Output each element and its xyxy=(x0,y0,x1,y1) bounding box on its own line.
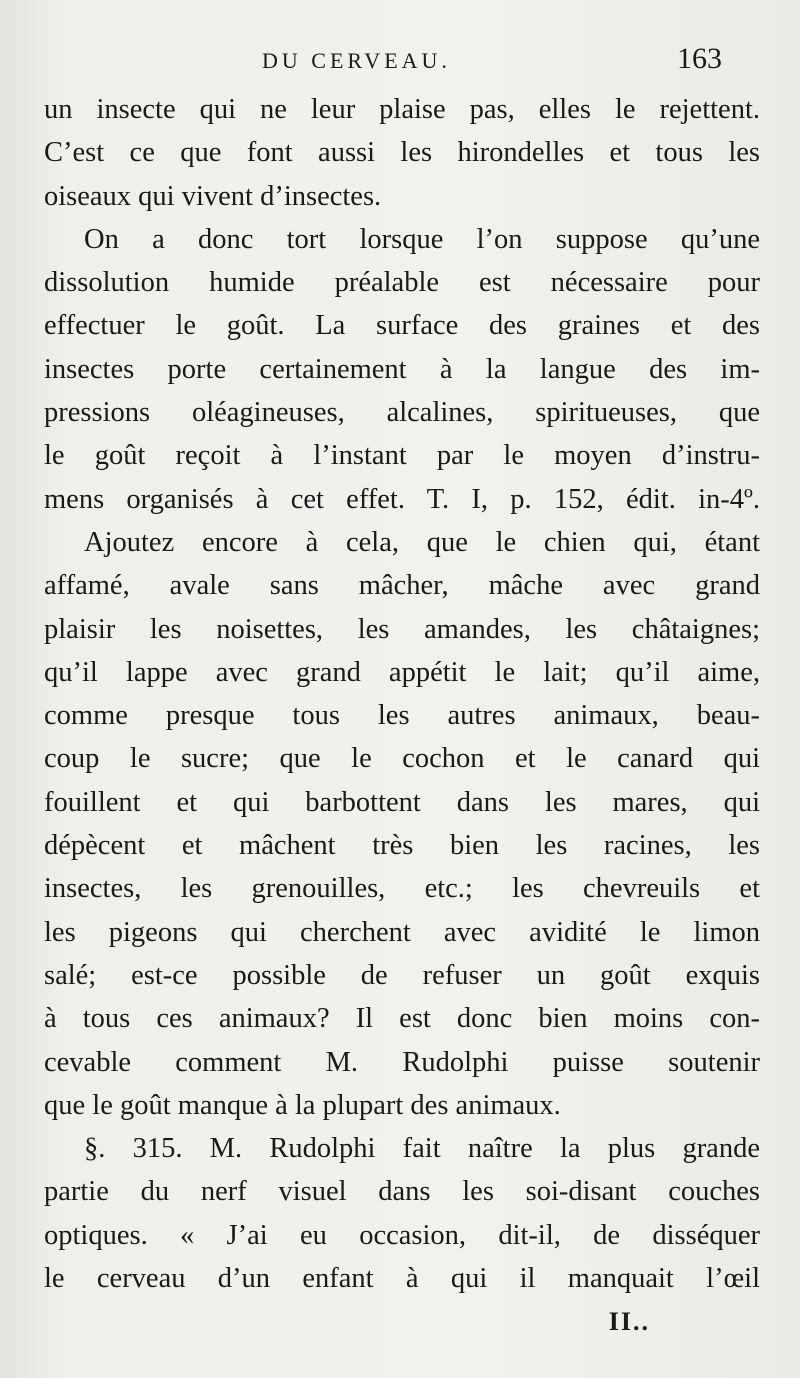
text-line: insectes porte certainement à la langue des im- xyxy=(44,353,760,385)
text-line: dissolution humide préalable est nécessaire pour xyxy=(44,267,760,299)
text-line: un insecte qui ne leur plaise pas, elles le rejettent. xyxy=(44,94,760,125)
paragraph-start-line: Ajoutez encore à cela, que le chien qui, étant xyxy=(84,526,760,558)
text-line: salé; est-ce possible de refuser un goût exquis xyxy=(44,959,760,991)
text-line: partie du nerf visuel dans les soi-disant couches xyxy=(44,1176,760,1208)
text-line: cevable comment M. Rudolphi puisse soutenir xyxy=(44,1046,760,1078)
text-line: C’est ce que font aussi les hirondelles et tous les xyxy=(44,137,760,169)
text-line: fouillent et qui barbottent dans les mares, qui xyxy=(44,786,760,818)
text-line: qu’il lappe avec grand appétit le lait; qu’il aime, xyxy=(44,656,760,688)
text-line: coup le sucre; que le cochon et le canard qui xyxy=(44,743,760,775)
text-line: insectes, les grenouilles, etc.; les chevreuils et xyxy=(44,873,760,905)
signature-mark: II.. xyxy=(608,1307,650,1336)
text-line: le goût reçoit à l’instant par le moyen d’instru- xyxy=(44,440,760,472)
page-header xyxy=(0,42,800,82)
text-line: oiseaux qui vivent d’insectes. xyxy=(44,180,382,212)
text-line: mens organisés à cet effet. T. I, p. 152, édit. in-4º. xyxy=(44,483,760,515)
text-line: que le goût manque à la plupart des animaux. xyxy=(44,1089,561,1121)
text-line: le cerveau d’un enfant à qui il manquait l’œil xyxy=(44,1263,760,1295)
running-title: DU CERVEAU. xyxy=(262,48,451,73)
page-number: 163 xyxy=(677,42,722,75)
body-text xyxy=(44,88,760,1300)
text-line: dépècent et mâchent très bien les racines, les xyxy=(44,830,760,862)
text-line: comme presque tous les autres animaux, beau- xyxy=(44,700,760,732)
text-line: les pigeons qui cherchent avec avidité le limon xyxy=(44,916,760,948)
text-line: effectuer le goût. La surface des graines et des xyxy=(44,310,760,342)
text-line: optiques. « J’ai eu occasion, dit-il, de disséquer xyxy=(44,1219,760,1251)
text-line: plaisir les noisettes, les amandes, les châtaignes; xyxy=(44,613,760,645)
paragraph-start-line: §. 315. M. Rudolphi fait naître la plus grande xyxy=(84,1133,760,1165)
text-line: à tous ces animaux? Il est donc bien moins con- xyxy=(44,1003,760,1035)
paragraph-start-line: On a donc tort lorsque l’on suppose qu’une xyxy=(84,223,760,255)
text-line: pressions oléagineuses, alcalines, spiritueuses, que xyxy=(44,397,760,429)
text-line: affamé, avale sans mâcher, mâche avec grand xyxy=(44,570,760,602)
